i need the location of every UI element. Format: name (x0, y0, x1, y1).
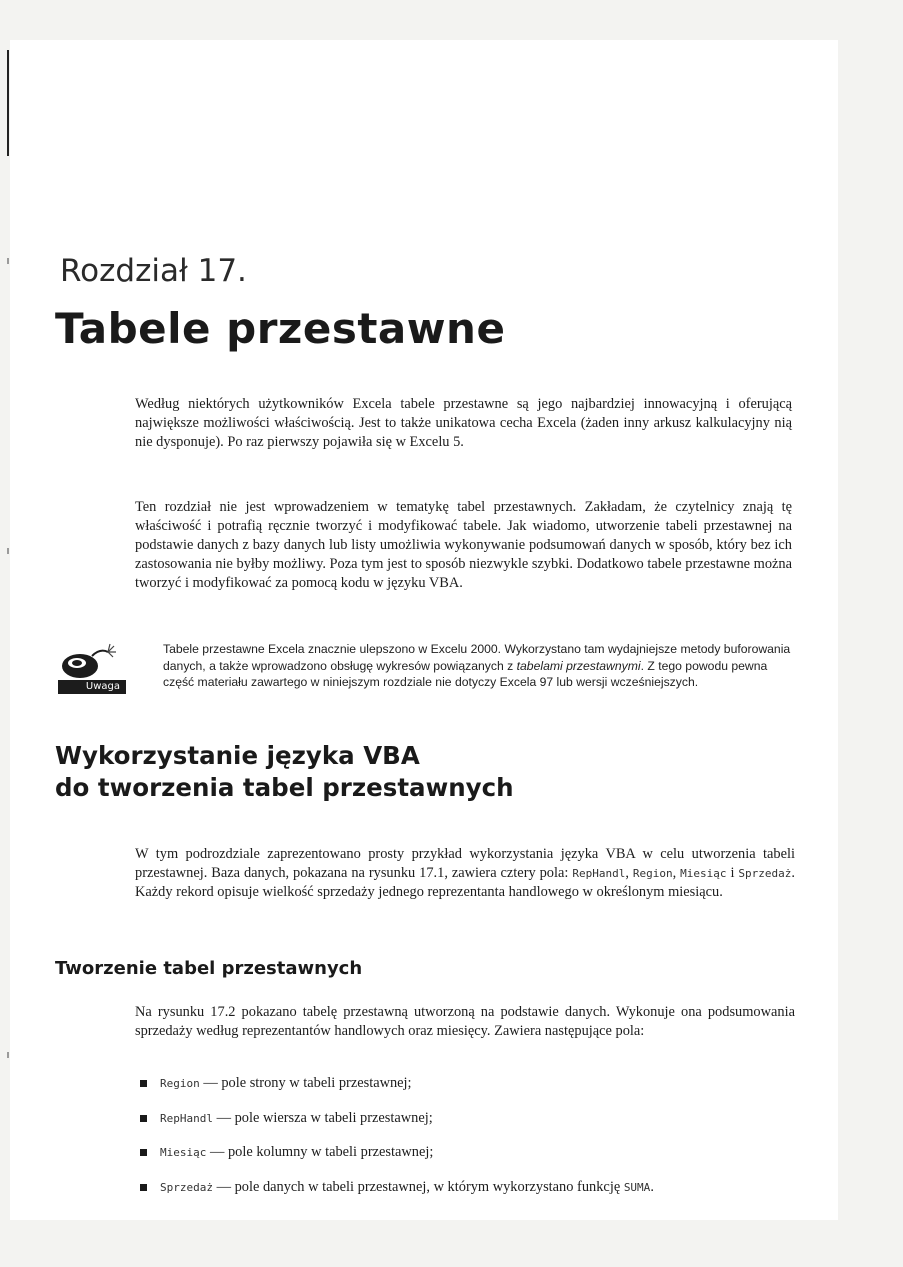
bullet-square-icon (140, 1080, 147, 1087)
book-page (10, 40, 838, 1220)
subsection-paragraph: Na rysunku 17.2 pokazano tabelę przestawną utworzoną na podstawie danych. Wykonuje ona podsumowania sprzedaży według reprezentantów handlowych oraz miesięcy. Zawiera następujące pola: (135, 1004, 795, 1039)
field-list (140, 1074, 800, 1212)
chapter-title: Tabele przestawne (55, 304, 506, 353)
bullet-square-icon (140, 1184, 147, 1191)
list-item: Miesiąc — pole kolumny w tabeli przestawnej; (140, 1143, 800, 1162)
note-text: Tabele przestawne Excela znacznie ulepszono w Excelu 2000. Wykorzystano tam wydajniejsze metody buforowania danych, a także wprowadzono obsługę wykresów powiązanych z tabelami przestawnymi. Z tego powodu pewna część materiału zawartego w niniejszym rozdziale nie dotyczy Excela 97 lub wersji wcześniejszych. (163, 642, 791, 689)
list-item: RepHandl — pole wiersza w tabeli przestawnej; (140, 1109, 800, 1128)
field-code: Region (632, 867, 673, 880)
field-code: Miesiąc (680, 867, 727, 880)
page-edge-line (7, 50, 9, 156)
bullet-square-icon (140, 1149, 147, 1156)
field-code: RepHandl (572, 867, 626, 880)
note-italic: tabelami przestawnymi (516, 658, 641, 673)
section-heading: Wykorzystanie języka VBA do tworzenia tabel przestawnych (55, 741, 514, 802)
margin-tick (7, 258, 9, 264)
margin-tick (7, 1052, 9, 1058)
intro-paragraph-2: Ten rozdział nie jest wprowadzeniem w tematykę tabel przestawnych. Zakładam, że czytelnicy znają tę właściwość i potrafią ręcznie tworzyć i modyfikować tabele. Jak wiadomo, utworzenie tabeli przestawnej na podstawie danych z bazy danych lub listy umożliwia wykonywanie podsumowań danych w sposób, który bez ich zastosowania nie byłby możliwy. Poza tym jest to sposób niezwykle szybki. Dodatkowo tabele przestawne można tworzyć i modyfikować za pomocą kodu w języku VBA. (135, 499, 792, 591)
list-item: Sprzedaż — pole danych w tabeli przestawnej, w którym wykorzystano funkcję SUMA. (140, 1178, 800, 1197)
section-paragraph: W tym podrozdziale zaprezentowano prosty przykład wykorzystania języka VBA w celu utworzenia tabeli przestawnej. Baza danych, pokazana na rysunku 17.1, zawiera cztery pola: RepHandl, Region, Miesiąc i Sprzedaż. Każdy rekord opisuje wielkość sprzedaży jednego reprezentanta handlowego w określonym miesiącu. (135, 846, 795, 900)
intro-paragraph-1: Według niektórych użytkowników Excela tabele przestawne są jego najbardziej innowacyjną i oferującą największe możliwości właściwością. Jest to także unikatowa cecha Excela (żaden inny arkusz kalkulacyjny nią nie dysponuje). Po raz pierwszy pojawiła się w Excelu 5. (135, 396, 792, 450)
subsection-heading: Tworzenie tabel przestawnych (55, 958, 363, 979)
note-label: Uwaga (58, 680, 126, 694)
chapter-number: Rozdział 17. (60, 253, 247, 289)
note-bomb-icon (58, 642, 126, 694)
bullet-square-icon (140, 1115, 147, 1122)
field-code: Sprzedaż (738, 867, 792, 880)
list-item: Region — pole strony w tabeli przestawnej; (140, 1074, 800, 1093)
margin-tick (7, 548, 9, 554)
